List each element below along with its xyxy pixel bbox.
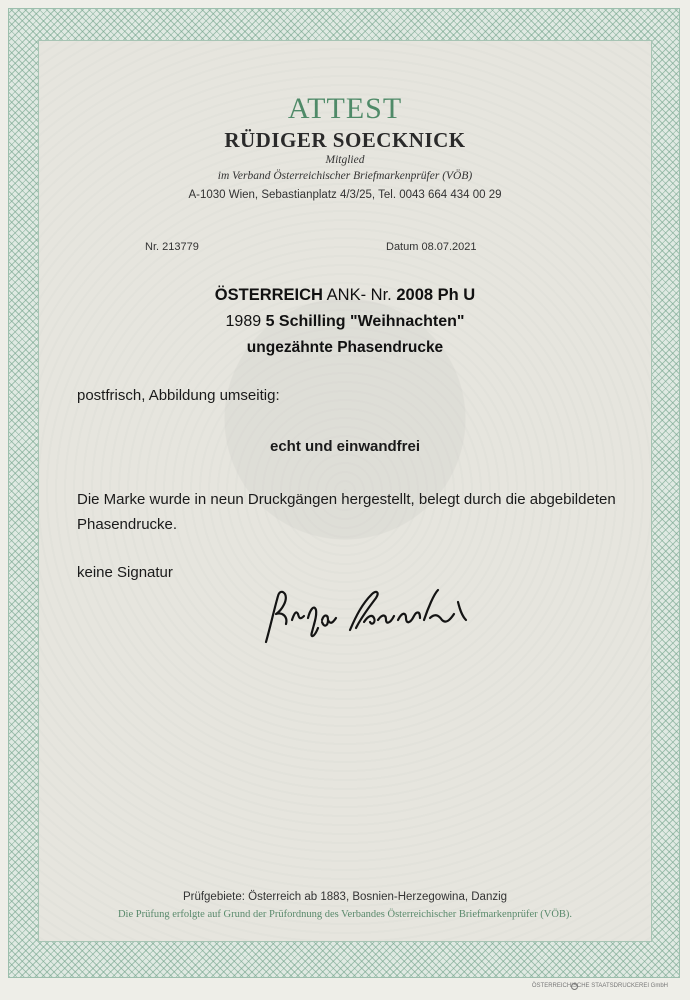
association-label: im Verband Österreichischer Briefmarkenprüfer (VÖB) [217,170,473,182]
country: ÖSTERREICH [214,286,323,304]
catalogue-line [38,286,652,305]
printer-imprint: ÖSTERREICHISCHE STAATSDRUCKEREI GmbH [531,983,668,989]
stamp-type: ungezähnte Phasendrucke [246,339,444,356]
condition-text: postfrisch, Abbildung umseitig: [77,387,280,404]
handwritten-signature [252,580,482,650]
certificate-content [38,40,652,942]
membership-label: Mitglied [325,154,365,166]
description-text: Die Marke wurde in neun Druckgängen hergestellt, belegt durch die abgebildeten Phasendrucke. [77,491,616,533]
certificate-number: Nr. 213779 [145,241,199,253]
signature-note: keine Signatur [77,564,173,581]
stamp-value: 5 Schilling "Weihnachten" [265,313,465,330]
catalogue-number: 2008 Ph U [396,286,476,304]
issue-year: 1989 [225,313,262,330]
issuer-address: A-1030 Wien, Sebastianplatz 4/3/25, Tel. 0043 664 434 00 29 [188,189,502,201]
issuer-name: RÜDIGER SOECKNICK [224,128,466,152]
issue-line [38,313,652,331]
catalogue-prefix: ANK- Nr. [326,286,392,304]
attest-title: ATTEST [287,92,403,125]
audit-areas: Prüfgebiete: Österreich ab 1883, Bosnien-Herzegowina, Danzig [182,891,508,903]
certificate-date: Datum 08.07.2021 [386,241,477,253]
audit-notice: Die Prüfung erfolgte auf Grund der Prüfordnung des Verbandes Österreichischer Briefmarkenprüfer (VÖB). [117,909,573,920]
verdict-text: echt und einwandfrei [269,438,420,455]
